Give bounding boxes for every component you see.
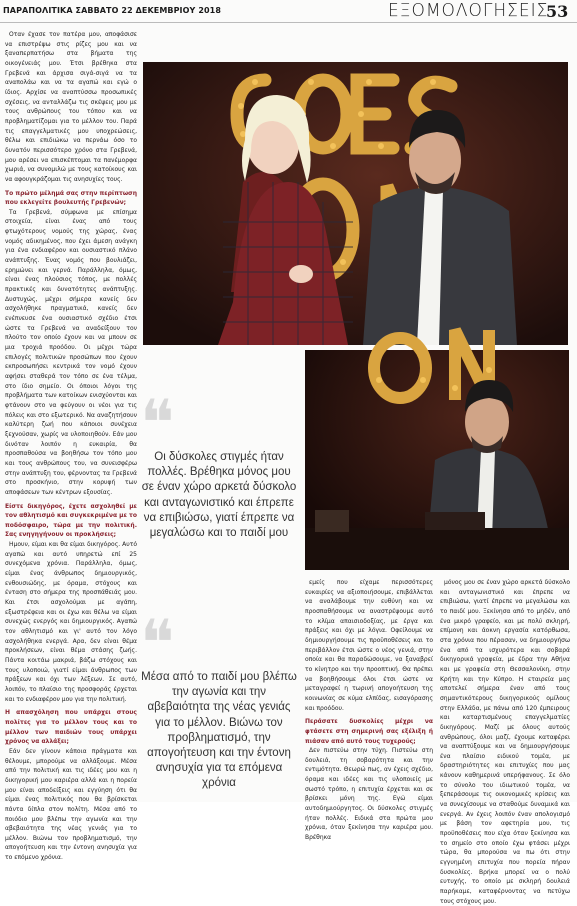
question-1: Το πρώτο μέλημά σας στην περίπτωση που εκλεγείτε βουλευτής Γρεβενών; bbox=[5, 189, 137, 207]
photo-couple-image bbox=[143, 62, 568, 345]
right-text-column bbox=[440, 578, 570, 905]
intro-paragraph: Οταν έχασε τον πατέρα μου, αποφάσισε να επιστρέψω στις ρίζες μου και να ξαναπερπατήσω στα βήματα της οικογένειάς μου. Έτσι βρέθηκα στα Γρεβενά και άρχισα σιγά-σιγά να τα αναπολάω και να τα αγαπώ και εγώ ο ίδιος. Αρχίσε να αναπτύσσω προσωπικές σχέσεις, να ανταλλάζω τις σκέψεις μου με τους ανθρώπους του τόπου και να προβληματίζομαι για το μέλλον του. Παρά τις επαγγελματικές μου υποχρεώσεις, θέλω και επιδιώκω να περνάω όσο το δυνατόν περισσότερο χρόνο στα Γρεβενά, μου αρέσει να επισκέπτομαι τα πανέμορφα χωριά, να συνομιλώ με τους κατοίκους και να αφουγκράζομαι τις ανησυχίες τους. bbox=[5, 31, 137, 183]
pull-quote-2: Μέσα από το παιδί μου βλέπω την αγωνία και την αβεβαιότητα της νέας γενιάς για το μέλλον. Βιώνω τον προβληματισμό, την απογοήτευση και την έντονη ανησυχία για τα επόμενα χρόνια bbox=[141, 671, 297, 790]
question-2: Είστε δικηγόρος, έχετε ασχοληθεί με τον αθλητισμό και συγκεκριμένα με το ποδόσφαιρο, τώρα με την πολιτική. Σας ενηγηγήνουν οι προκλήσεις; bbox=[5, 502, 137, 539]
quote-mark-1-icon: ❝ bbox=[140, 387, 175, 461]
middle-paragraph: εμείς που είχαμε περισσότερες ευκαιρίες να αξιοποιήσουμε, επιβάλλεται να αναλάβουμε την ευθύνη και να προσπαθήσουμε να αναστρέψουμε αυτό το κλίμα απαισιοδοξίας, με έργα και πράξεις και όχι με λόγια. Οφείλουμε να δημιουργήσουμε τις προϋποθέσεις και το περιβάλλον έτσι ώστε ο νέος γενιά, στην οποία και θα παραδώσουμε, να ξαναβρεί το κίνητρο και την προοπτική. Θα πρέπει να βοηθήσουμε όλοι έτσι ώστε να μεταγραφεί η τωρινή απογοήτευση της κοινωνίας σε κύμα ελπίδας, εισαγόρασης και προόδου. bbox=[305, 579, 433, 712]
right-paragraph: μόνος μου σε έναν χώρο αρκετά δύσκολο και ανταγωνιστικό και έπρεπε να επιβιώσω, γιατί έπρεπε να μεγαλώσω και το παιδί μου. Ξεκίνησα από το μηδέν, από ένα μικρό γραφείο, και με πολύ σκληρή, επίμονη και άοκνη εργασία κατόρθωσα, στα χρόνια που πέρασαν, να δημιουργήσω ένα από τα ισχυρότερα και σοβαρά δικηγορικά γραφεία, με έδρα την Αθήνα και με γραφεία στη Θεσσαλονίκη, στην Κρήτη και την Κύπρο. Η εταιρεία μας αποτελεί σήμερα έναν από τους σημαντικότερους δικηγορικούς ομίλους στην Ελλάδα, με πάνω από 120 έμπειρους και καταρτισμένους επαγγελματίες δικηγόρους. Μαζί με όλους αυτούς ανθρώπους, όλοι μαζί, έχουμε καταφέρει να αναπτύξουμε και να δημιουργήσουμε ένα πλαίσιο ειδικού τομέα, με δραστηριότητες και επιτυχίες που μας κάνουν καθημερινά υπερήφανους. Σε όλο το σύνολο του ιδιωτικού τομέα, να ξεπεράσουμε τις οικονομικές κρίσεις και να συνεχίσουμε να σταθούμε δυναμικά και ενεργά. Αν έχεις λοιπόν έναν απολογισμό με βάση τον αφετηρία μου, τις προϋποθέσεις που είχα όταν ξεκίνησα και το σημείο στο οποίο έχω φτάσει μέχρι τώρα, θα μπορούσα να πω ότι στην εγγυημένη επιτυχία που πορεία πήραν δυσκολίες. Βρήκα μπορεί να ο πολύ ευτυχής, το οποίο με σκληρή δουλειά παρήκαμε, καταφέρνοντας να πετύχω τους στόχους μου. bbox=[440, 579, 570, 905]
question-3: Η απασχόληση που υπάρχει στους πολίτες για το μέλλον τους και το μέλλον των παιδιών τους υπάρχει χρόνος να αλλάξει; bbox=[5, 709, 137, 746]
middle-text-column bbox=[305, 578, 433, 842]
left-text-column bbox=[5, 30, 137, 862]
answer-1: Τα Γρεβενά, σύμφωνα με επίσημα στοιχεία, είναι ένας από τους φτωχότερους νομούς της χώρας, ένας νομός αδικημένος, που έχει άμεση ανάγκη για ένα ενδιαφέρον και ουσιαστικό πλάνο ανάπτυξης. Ένας νομός που βουλιάζει, ερημώνει και γερνά. Παράλληλα, όμως, είναι ένας πλούσιος τόπος, με πολλές πρακτικές και δυνατότητες ανάπτυξης. Δυστυχώς, μέχρι σήμερα κανείς δεν ασχολήθηκε πραγματικά, κανείς δεν ενέπνευσε ένα ουσιαστικό σχέδιο έτσι ώστε τα Γρεβενά να αναδείξουν τον πλούτο τον οποίο έχουν και να μπουν σε μια τροχιά προόδου. Οι μέχρι τώρα επιλογές πολιτικών προσώπων που έχουν εκπροσωπήσει κεντρικά τον νομό έχουν αφήσει σταθερά τον τόπο σε ένα τέλμα, στο ίδιο σημείο. Οι όποιοι λόγοι της προβλήματα των κατοίκων ενισχύονται και φτάνουν στο να φεύγουν οι νέοι για τις πόλεις και στο εξωτερικό. Να αναζητήσουν καλύτερη ζωή που κάποιοι συνέχεια ξεχνούσαν, χωρίς να υλοποιηθούν. Εάν μου δινόταν λοιπόν η ευκαιρία, θα προσπαθούσα να βοηθήσω τον τόπο μου και τους ανθρώπους του, να συνεισφέρω στην ανάπτυξη του, φέρνοντας τα Γρεβενά στο προσκήνιο, στην κορυφή των αποφάσεων των κέντρων εξουσίας. bbox=[5, 208, 137, 496]
quote-mark-2-icon: ❝ bbox=[140, 607, 175, 681]
section-title: ΕΞΟΜΟΛΟΓΗΣΕΙΣ bbox=[388, 0, 549, 22]
question-4: Περάσατε δυσκολίες μέχρι να φτάσετε στη σημερινή σας εξέλιξη ή πιάσαν από αυτό τους τυχερούς; bbox=[305, 718, 433, 745]
newspaper-dateline: ΠΑΡΑΠΟΛΙΤΙΚΑ ΣΑΒΒΑΤΟ 22 ΔΕΚΕΜΒΡΙΟΥ 2018 bbox=[3, 6, 221, 15]
answer-3: Εάν δεν γίνουν κάποια πράγματα και θέλουμε, μπορούμε να αλλάξουμε. Μέσα από την πολιτική και τις ιδέες μου και η δικηγορική μου καριέρα αλλά και η πορεία μου είναι αποδείξεις και εγγύηση ότι θα είμαι ένας πολιτικός που θα βρίσκεται πάντα δίπλα στον πολίτη. Μέσα από το ποιόδιο μου βλέπω την αγωνία και την αβεβαιότητα της νέας γενιάς για το μέλλον. Βιώνω τον προβληματισμό, την απογοήτευση και την έντονη ανησυχία για το επόμενο χρόνια. bbox=[5, 747, 137, 862]
photo-man-at-desk bbox=[305, 350, 569, 570]
pull-quote-1: Οι δύσκολες στιγμές ήταν πολλές. Βρέθηκα μόνος μου σε έναν χώρο αρκετά δύσκολο και ανταγωνιστικό και έπρεπε να επιβιώσω, γιατί έπρεπε να μεγαλώσω και το παιδί μου bbox=[141, 451, 297, 540]
answer-4: Δεν πιστεύω στην τύχη. Πιστεύω στη δουλειά, τη σοβαρότητα και την εντιμότητα. Θεωρώ πως, αν έχεις σχέδιο, όραμα και ιδέες και τις υλοποιείς με σωστό τρόπο, η επιτυχία έρχεται και σε βρίσκει μόνη της. Εγώ είμαι αυτοδημιούργητος. Οι δύσκολες στιγμές ήταν πολλές. Ειδικά στα πρώτα μου χρόνια, όταν ξεκίνησα την καριέρα μου. Βρέθηκα bbox=[305, 747, 433, 842]
photo-man-image bbox=[305, 350, 569, 570]
photo-couple-interview bbox=[143, 62, 568, 345]
page-header bbox=[0, 0, 577, 23]
answer-2: Ημουν, είμαι και θα είμαι δικηγόρος. Αυτό αγαπώ και αυτό υπηρετώ επί 25 συνεχόμενα χρόνια. Παράλληλα, όμως, είμαι ένας άνθρωπος δημιουργικός, ενθουσιώδης, με όραμα, στόχους και ένταση στο σήμερα της προσπάθειάς μου. Και έτσι ασχολούμαι με αγάπη, εξωστρέφεια και οι έχω και θέλω να είμαι συνεχώς ενεργός και δημιουργικός. Αγαπώ τον αθλητισμό και γι' αυτό τον λόγο ασχολήθηκα ενεργά. Αρα, δεν είναι θέμα προκλήσεων, είναι θέμα στάσης ζωής. Πάντα κοιτάω μακριά, βάζω στόχους και τους υλοποιώ, γιατί είμαι άνθρωπος των πράξεων και όχι των λέξεων. Σε αυτό, λοιπόν, το πλαίσιο της προσφοράς έρχεται και το ενδιαφέρον μου για την πολιτική. bbox=[5, 541, 137, 703]
page-number: 53 bbox=[546, 2, 569, 21]
